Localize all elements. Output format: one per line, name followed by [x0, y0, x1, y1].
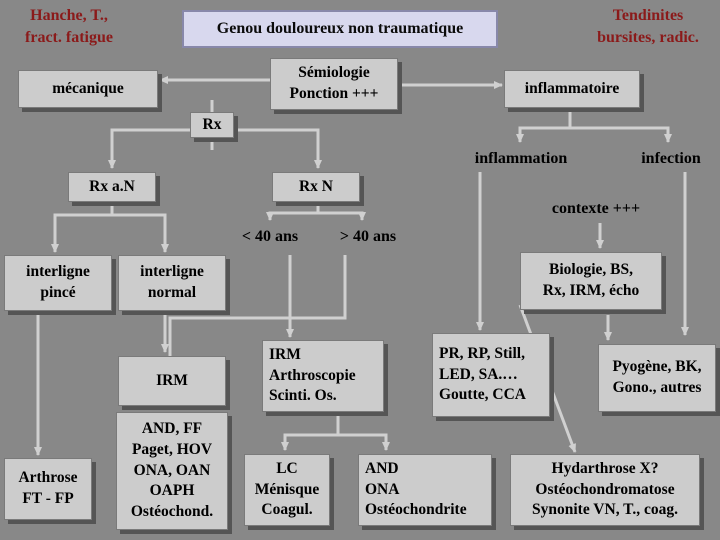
node-and-ff [116, 412, 228, 530]
pr-rp-line-2: LED, SA.… [439, 365, 518, 383]
connector-to-interligne-normal [112, 215, 165, 252]
node-hydarthrose [510, 454, 700, 526]
rx-n-text: Rx N [298, 177, 333, 195]
pr-rp-line-1: PR, RP, Still, [439, 344, 525, 362]
pyogene-line-1: Pyogène, BK, [612, 358, 702, 376]
and-ona-line-1: AND [365, 459, 399, 477]
connector-to-gt40 [318, 213, 362, 220]
hydarthrose-line-1: Hydarthrose X? [551, 459, 659, 477]
pr-rp-line-3: Goutte, CCA [439, 386, 526, 404]
node-rx-an [68, 172, 156, 202]
page-title [182, 10, 498, 48]
hanche-fatigue-label [4, 2, 134, 52]
interligne-normal-line-2: normal [147, 284, 197, 301]
and-ff-line-2: Paget, HOV [131, 440, 213, 458]
lc-line-1: LC [276, 459, 298, 477]
node-lc [244, 454, 330, 526]
connector-irm-arthro-split [285, 412, 338, 450]
node-rx-n [272, 172, 360, 202]
irm-text: IRM [156, 371, 188, 389]
gt40-text: > 40 ans [339, 228, 397, 246]
and-ff-line-1: AND, FF [141, 419, 203, 437]
connector-inflam-split [520, 106, 570, 142]
and-ona-line-2: ONA [365, 480, 400, 498]
hydarthrose-line-3: Synonite VN, T., coag. [532, 501, 678, 519]
mecanique-text: mécanique [52, 79, 124, 97]
rx-an-text: Rx a.N [89, 177, 135, 195]
node-inflammatoire [504, 70, 640, 108]
hanche-line-1: Hanche, T., [30, 7, 108, 25]
hanche-line-2: fract. fatigue [25, 29, 113, 46]
irm-arthro-line-3: Scinti. Os. [269, 387, 337, 405]
node-rx [190, 112, 234, 138]
node-biologie [520, 252, 662, 310]
node-irm [118, 356, 226, 406]
irm-arthro-line-2: Arthroscopie [269, 366, 356, 384]
label-lt40 [232, 222, 308, 252]
node-pyogene [598, 344, 716, 412]
connector-rxan-split [55, 200, 112, 252]
inflammatoire-text: inflammatoire [524, 79, 620, 97]
interligne-pince-line-1: interligne [26, 263, 90, 281]
irm-arthro-line-1: IRM [269, 345, 301, 363]
and-ff-line-4: OAPH [149, 482, 195, 500]
title-text: Genou douloureux non traumatique [216, 20, 464, 38]
biologie-line-2: Rx, IRM, écho [542, 282, 640, 299]
lc-line-3: Coagul. [261, 501, 313, 519]
arthrose-line-1: Arthrose [18, 469, 78, 487]
label-infection [630, 146, 712, 172]
label-contexte [540, 195, 652, 223]
lc-line-2: Ménisque [254, 480, 320, 498]
tendinites-line-2: bursites, radic. [597, 29, 699, 46]
interligne-pince-line-2: pincé [40, 284, 76, 301]
node-mecanique [18, 70, 158, 108]
node-irm-arthro [262, 340, 384, 412]
infection-text: infection [641, 150, 701, 168]
and-ff-line-3: ONA, OAN [133, 461, 211, 479]
node-interligne-pince [4, 255, 112, 311]
node-pr-rp [432, 333, 550, 417]
connector-to-infection [570, 128, 668, 142]
lt40-text: < 40 ans [241, 228, 299, 246]
pyogene-line-2: Gono., autres [612, 379, 702, 396]
interligne-normal-line-1: interligne [140, 263, 204, 281]
arthrose-line-2: FT - FP [22, 490, 74, 507]
semiologie-line-2: Ponction +++ [289, 85, 379, 102]
biologie-line-1: Biologie, BS, [549, 261, 633, 279]
hydarthrose-line-2: Ostéochondromatose [535, 480, 675, 498]
semiologie-line-1: Sémiologie [298, 64, 370, 82]
tendinites-label [578, 2, 718, 52]
contexte-text: contexte +++ [551, 200, 641, 218]
label-inflammation [462, 146, 580, 172]
node-arthrose [4, 458, 92, 520]
node-and-ona [358, 454, 492, 526]
connector-to-and-ona [338, 435, 386, 450]
rx-text: Rx [202, 115, 222, 133]
node-semiologie [270, 58, 398, 110]
connector-rxn-split [270, 200, 318, 220]
label-gt40 [330, 222, 406, 252]
node-interligne-normal [118, 255, 226, 311]
and-ona-line-3: Ostéochondrite [365, 501, 467, 519]
inflammation-text: inflammation [474, 150, 568, 168]
tendinites-line-1: Tendinites [612, 7, 684, 25]
and-ff-line-5: Ostéochond. [130, 503, 214, 521]
